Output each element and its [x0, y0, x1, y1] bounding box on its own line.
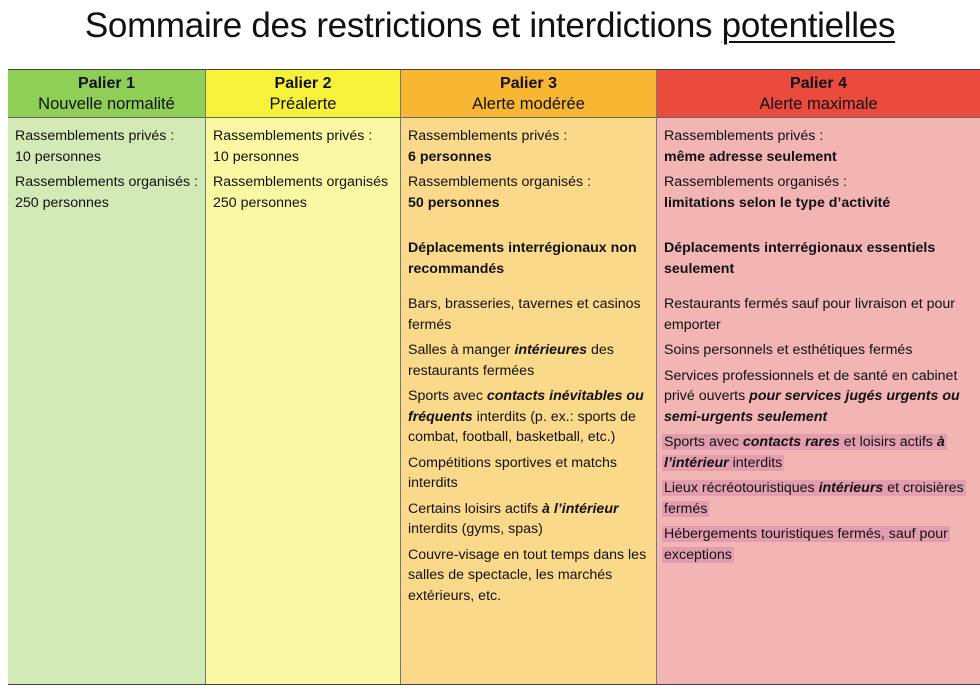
indoor-leisure-banned	[408, 499, 649, 540]
column-palier-3	[400, 70, 656, 684]
organized-gatherings-value: 250 personnes	[15, 174, 206, 211]
sports-text-d: à l’intérieur	[664, 434, 945, 471]
private-gatherings	[213, 126, 393, 167]
services-text-b: pour services jugés urgents ou semi-urgents seulement	[664, 388, 960, 425]
services-text-a: Services professionnels et de santé en cabinet privé ouverts	[664, 367, 958, 404]
personal-care-closed: Soins personnels et esthétiques fermés	[664, 342, 913, 358]
private-gatherings-value: 6 personnes	[408, 148, 492, 165]
body-palier-1	[8, 118, 205, 684]
travel-restriction-text: Déplacements interrégionaux essentiels seulement	[664, 240, 936, 277]
private-gatherings-label: Rassemblements privés :	[664, 128, 824, 144]
level-label: Palier 3	[500, 75, 557, 92]
restaurants-closed: Restaurants fermés sauf pour livraison et pour emporter	[664, 296, 955, 333]
header-palier-1	[8, 70, 205, 118]
level-name: Nouvelle normalité	[38, 95, 175, 113]
private-gatherings	[408, 126, 649, 167]
sports-text-c: et loisirs actifs	[839, 434, 937, 450]
level-label: Palier 2	[274, 75, 332, 92]
sports-text-b: contacts rares	[742, 434, 840, 450]
level-name: Alerte maximale	[759, 95, 878, 113]
body-palier-4	[657, 118, 980, 684]
column-palier-2	[205, 70, 400, 684]
sports-text-b: contacts inévitables ou fréquents	[408, 388, 644, 425]
organized-gatherings-label: Rassemblements organisés :	[408, 174, 591, 190]
page-title	[0, 4, 980, 48]
travel-restriction	[408, 238, 649, 279]
sports-text-a: Sports avec	[408, 388, 487, 404]
organized-gatherings-value: 250 personnes	[213, 174, 393, 211]
sports-text-c: interdits (p. ex.: sports de combat, football, basketball, etc.)	[408, 408, 636, 445]
sports-text-a: Sports avec	[664, 434, 743, 450]
lodging-text: Hébergements touristiques fermés, sauf pour exceptions	[664, 526, 948, 563]
organized-gatherings-label: Rassemblements organisés :	[664, 174, 847, 190]
level-name: Préalerte	[269, 95, 337, 113]
private-gatherings-label: Rassemblements privés :	[15, 128, 175, 144]
header-palier-4	[657, 70, 980, 118]
organized-gatherings-label: Rassemblements organisés	[213, 174, 389, 190]
leisure-text-c: interdits (gyms, spas)	[408, 521, 543, 537]
body-palier-2	[206, 118, 400, 684]
contact-sports-banned	[408, 386, 649, 448]
title-main: Sommaire des restrictions et interdictions	[84, 6, 722, 45]
organized-gatherings-value: 50 personnes	[408, 194, 500, 211]
tourism-text-a: Lieux récréotouristiques	[664, 480, 819, 496]
private-gatherings	[15, 126, 198, 167]
restrictions-table	[8, 69, 980, 685]
travel-restriction	[664, 238, 973, 279]
sports-text-e: interdits	[728, 454, 783, 471]
tourist-sites-closed	[664, 478, 973, 519]
leisure-text-b: à l’intérieur	[542, 500, 619, 517]
private-gatherings	[664, 126, 973, 167]
dining-rooms-closed	[408, 340, 649, 381]
leisure-text-a: Certains loisirs actifs	[408, 500, 543, 517]
organized-gatherings-value: limitations selon le type d’activité	[664, 194, 891, 211]
organized-gatherings	[408, 172, 649, 213]
organized-gatherings	[664, 172, 973, 213]
column-palier-4	[656, 70, 980, 684]
title-underlined: potentielles	[721, 6, 896, 45]
header-palier-2	[206, 70, 400, 118]
sports-leisure-banned	[664, 432, 973, 473]
organized-gatherings	[213, 172, 393, 213]
tourism-text-b: intérieurs	[818, 480, 884, 496]
bars-closed: Bars, brasseries, tavernes et casinos fermés	[408, 296, 641, 333]
dining-text-c: des restaurants fermées	[408, 342, 614, 379]
private-gatherings-label: Rassemblements privés :	[213, 128, 373, 144]
level-label: Palier 4	[790, 75, 847, 92]
private-gatherings-value: même adresse seulement	[664, 148, 837, 165]
dining-text-b: intérieures	[514, 342, 588, 358]
competitions-banned: Compétitions sportives et matchs interdits	[408, 454, 617, 491]
dining-text-a: Salles à manger	[408, 342, 515, 358]
lodging-closed	[664, 524, 973, 565]
tourism-text-c: et croisières fermés	[664, 480, 964, 517]
column-palier-1	[8, 70, 205, 684]
organized-gatherings	[15, 172, 206, 213]
private-gatherings-value: 10 personnes	[213, 148, 299, 165]
private-gatherings-value: 10 personnes	[15, 148, 101, 165]
professional-services	[664, 366, 973, 428]
header-palier-3	[401, 70, 656, 118]
level-label: Palier 1	[78, 75, 135, 92]
level-name: Alerte modérée	[472, 95, 585, 113]
organized-gatherings-label: Rassemblements organisés :	[15, 174, 198, 190]
face-covering-required: Couvre-visage en tout temps dans les salles de spectacle, les marchés extérieurs, etc.	[408, 546, 647, 604]
body-palier-3	[401, 118, 656, 684]
travel-restriction-text: Déplacements interrégionaux non recommandés	[408, 240, 637, 277]
private-gatherings-label: Rassemblements privés :	[408, 128, 568, 144]
